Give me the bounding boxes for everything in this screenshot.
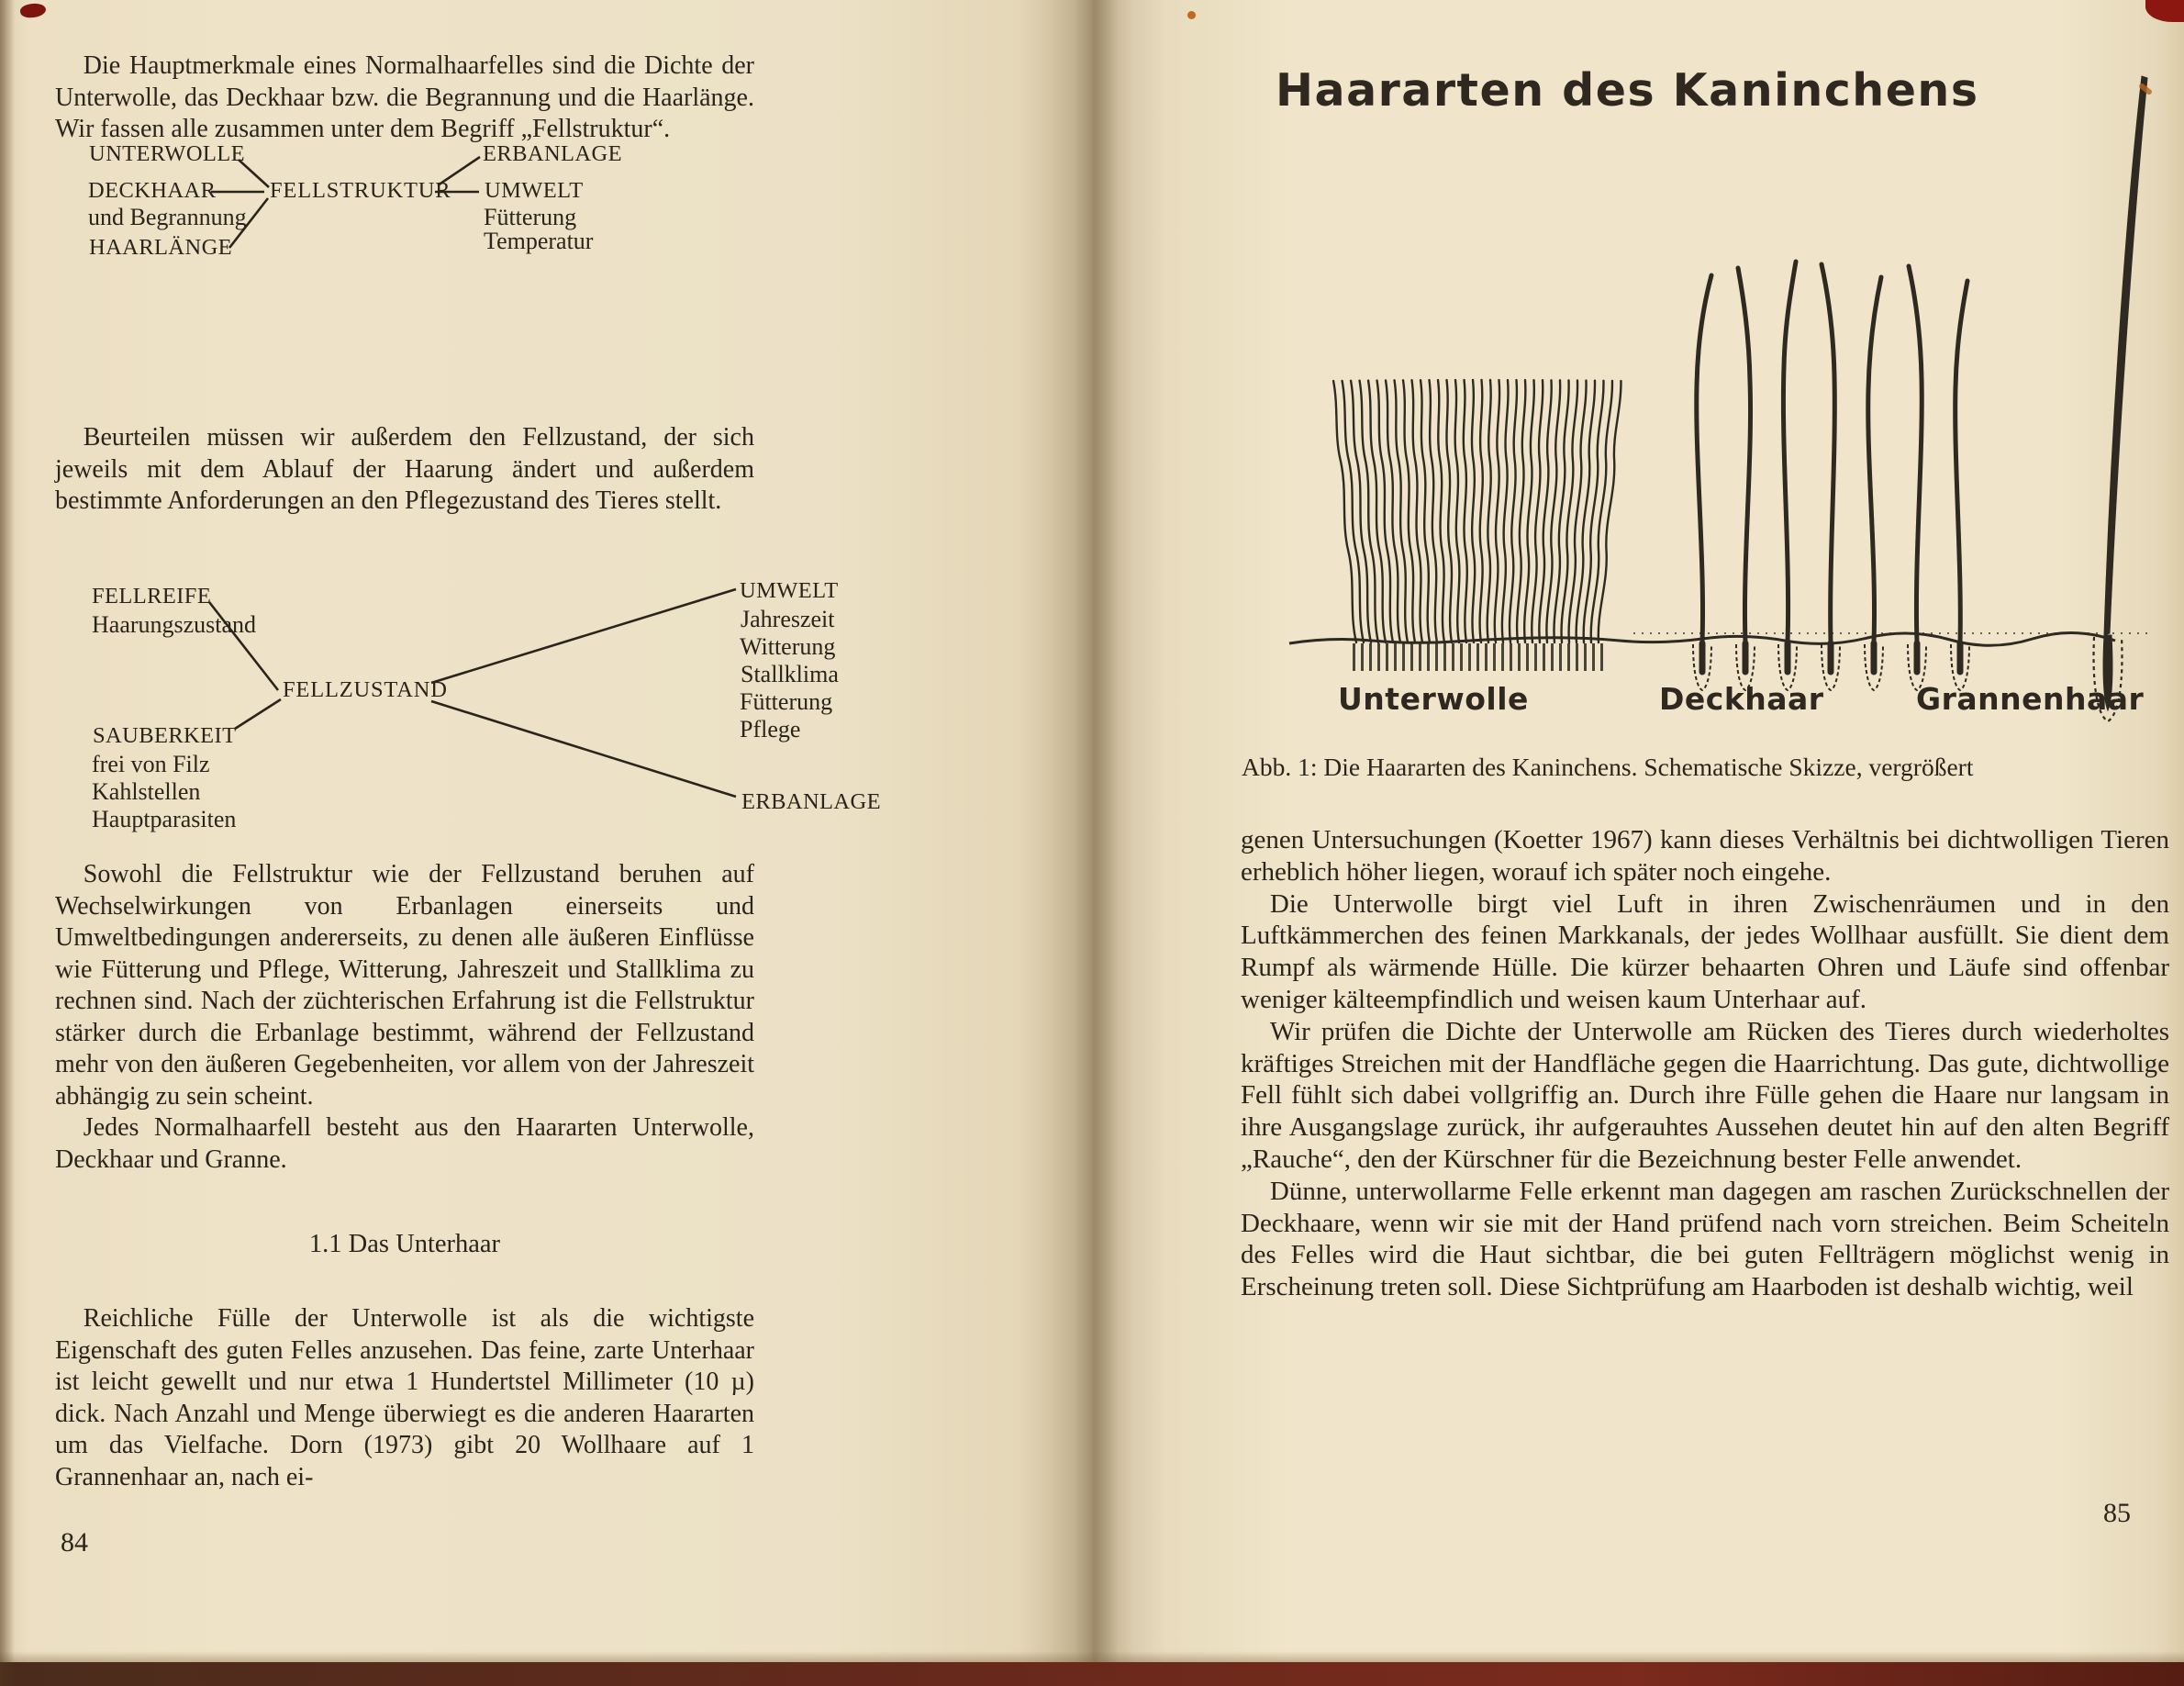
diagram2-umwelt-sub5: Pflege xyxy=(740,716,801,743)
paragraph: Die Unterwolle birgt viel Luft in ihren Zwischenräumen und in den Luftkämmerchen des feinen Markkanals, der jedes Wollhaar ausfüllt. Sie dient dem Rumpf als wärmende Hülle. Die kürzer behaarten Ohren und Läufe sind offenbar weniger kälteempfindlich und weisen kaum Unterhaar auf. xyxy=(1241,888,2169,1014)
left-paragraph-5 xyxy=(55,1303,754,1493)
diagram2-sauberkeit-sub2: Kahlstellen xyxy=(92,778,201,805)
diagram1-umwelt: UMWELT xyxy=(485,178,584,203)
diagram2-umwelt-sub2: Witterung xyxy=(740,633,836,660)
diagram2-fellreife: FELLREIFE xyxy=(92,584,212,609)
left-paragraph-2 xyxy=(55,422,754,518)
diagram1-haarlaenge: HAARLÄNGE xyxy=(89,235,233,260)
diagram1-center: FELLSTRUKTUR xyxy=(270,178,451,203)
left-paragraph-3-4 xyxy=(55,859,754,1176)
chapter-title: Haararten des Kaninchens xyxy=(1276,64,1979,117)
hair-types-illustration xyxy=(1239,73,2166,734)
diagram1-unterwolle: UNTERWOLLE xyxy=(89,141,246,166)
book-bottom-edge xyxy=(0,1662,2184,1686)
book-left-edge xyxy=(0,0,15,1686)
section-heading: 1.1 Das Unterhaar xyxy=(308,1230,501,1258)
paragraph: genen Untersuchungen (Koetter 1967) kann dieses Verhältnis bei dichtwolligen Tieren erheblich höher liegen, worauf ich später noch eingehe. xyxy=(1241,825,2169,887)
diagram2-center: FELLZUSTAND xyxy=(283,677,448,702)
figure-caption: Abb. 1: Die Haararten des Kaninchens. Schematische Skizze, vergrößert xyxy=(1242,753,1974,781)
diagram1-umwelt-sub1: Fütterung xyxy=(484,204,577,230)
figure-label-unterwolle: Unterwolle xyxy=(1338,681,1529,717)
diagram2-umwelt-sub4: Fütterung xyxy=(740,688,833,715)
figure-label-deckhaar: Deckhaar xyxy=(1659,681,1824,717)
page-number-left: 84 xyxy=(61,1527,88,1558)
paragraph: Beurteilen müssen wir außerdem den Fellzustand, der sich jeweils mit dem Ablauf der Haarung ändert und außerdem bestimmte Anforderungen an den Pflegezustand des Tieres stellt. xyxy=(55,423,754,515)
left-paragraph-1 xyxy=(55,50,754,146)
figure-label-grannenhaar: Grannenhaar xyxy=(1916,681,2145,717)
paragraph: Wir prüfen die Dichte der Unterwolle am Rücken des Tieres durch wiederholtes kräftiges Streichen mit der Handfläche gegen die Haarrichtung. Das gute, dichtwollige Fell fühlt sich dabei vollgriffig an. Durch ihre Fülle gehen die Haare nur langsam in ihre Ausgangslage zurück, ihr aufgerauhtes Aussehen deutet hin auf den alten Begriff „Rauche“, den der Kürschner für die Bezeichnung bester Felle anwendet. xyxy=(1241,1016,2169,1174)
paragraph: Dünne, unterwollarme Felle erkennt man dagegen am raschen Zurückschnellen der Deckhaare, wenn wir sie mit der Hand prüfend nach vorn streichen. Beim Scheiteln des Felles wird die Haut sichtbar, die bei guten Fellträgern möglichst wenig in Erscheinung treten soll. Diese Sichtprüfung am Haarboden ist deshalb wichtig, weil xyxy=(1241,1176,2169,1302)
right-page-text xyxy=(1241,824,2169,1303)
paragraph: Sowohl die Fellstruktur wie der Fellzustand beruhen auf Wechselwirkungen von Erbanlagen einerseits und Umweltbedingungen andererseits, zu denen alle äußeren Einflüsse wie Fütterung und Pflege, Witterung, Jahreszeit und Stallklima zu rechnen sind. Nach der züchterischen Erfahrung ist die Fellstruktur stärker durch die Erbanlage bestimmt, während der Fellzustand mehr von den äußeren Gegebenheiten, vor allem von der Jahreszeit abhängig zu sein scheint. xyxy=(55,860,754,1111)
diagram2-umwelt-sub1: Jahreszeit xyxy=(741,606,835,632)
diagram1-deckhaar: DECKHAAR xyxy=(88,178,217,203)
diagram1-deckhaar-sub: und Begrannung xyxy=(88,204,247,230)
diagram2-umwelt: UMWELT xyxy=(740,578,839,603)
paragraph: Reichliche Fülle der Unterwolle ist als die wichtigste Eigenschaft des guten Felles anzusehen. Das feine, zarte Unterhaar ist leicht gewellt und nur etwa 1 Hundertstel Millimeter (10 µ) dick. Nach Anzahl und Menge überwiegt es die anderen Haararten um das Vielfache. Dorn (1973) gibt 20 Wollhaare auf 1 Grannenhaar an, nach ei- xyxy=(55,1304,754,1491)
unterwolle-hairs xyxy=(1332,380,1622,642)
grannenhaar xyxy=(2094,76,2147,721)
page-number-right: 85 xyxy=(2103,1498,2131,1528)
diagram2-sauberkeit-sub1: frei von Filz xyxy=(92,751,210,777)
paragraph: Die Hauptmerkmale eines Normalhaarfelles sind die Dichte der Unterwolle, das Deckhaar bzw. die Begrannung und die Haarlänge. Wir fassen alle zusammen unter dem Begriff „Fellstruktur“. xyxy=(55,51,754,143)
diagram2-sauberkeit-sub3: Hauptparasiten xyxy=(92,806,237,832)
fellstruktur-diagram xyxy=(55,140,716,296)
diagram1-erbanlage: ERBANLAGE xyxy=(483,141,622,166)
paragraph: Jedes Normalhaarfell besteht aus den Haararten Unterwolle, Deckhaar und Granne. xyxy=(55,1113,754,1174)
fellzustand-diagram xyxy=(55,562,890,848)
diagram2-erbanlage: ERBANLAGE xyxy=(741,789,881,814)
diagram1-umwelt-sub2: Temperatur xyxy=(484,228,594,254)
diagram2-umwelt-sub3: Stallklima xyxy=(741,661,839,687)
diagram2-fellreife-sub: Haarungszustand xyxy=(92,611,257,638)
diagram2-sauberkeit: SAUBERKEIT xyxy=(93,723,237,748)
deckhaar-hairs xyxy=(1697,262,1967,642)
scan-speck xyxy=(1187,11,1196,19)
